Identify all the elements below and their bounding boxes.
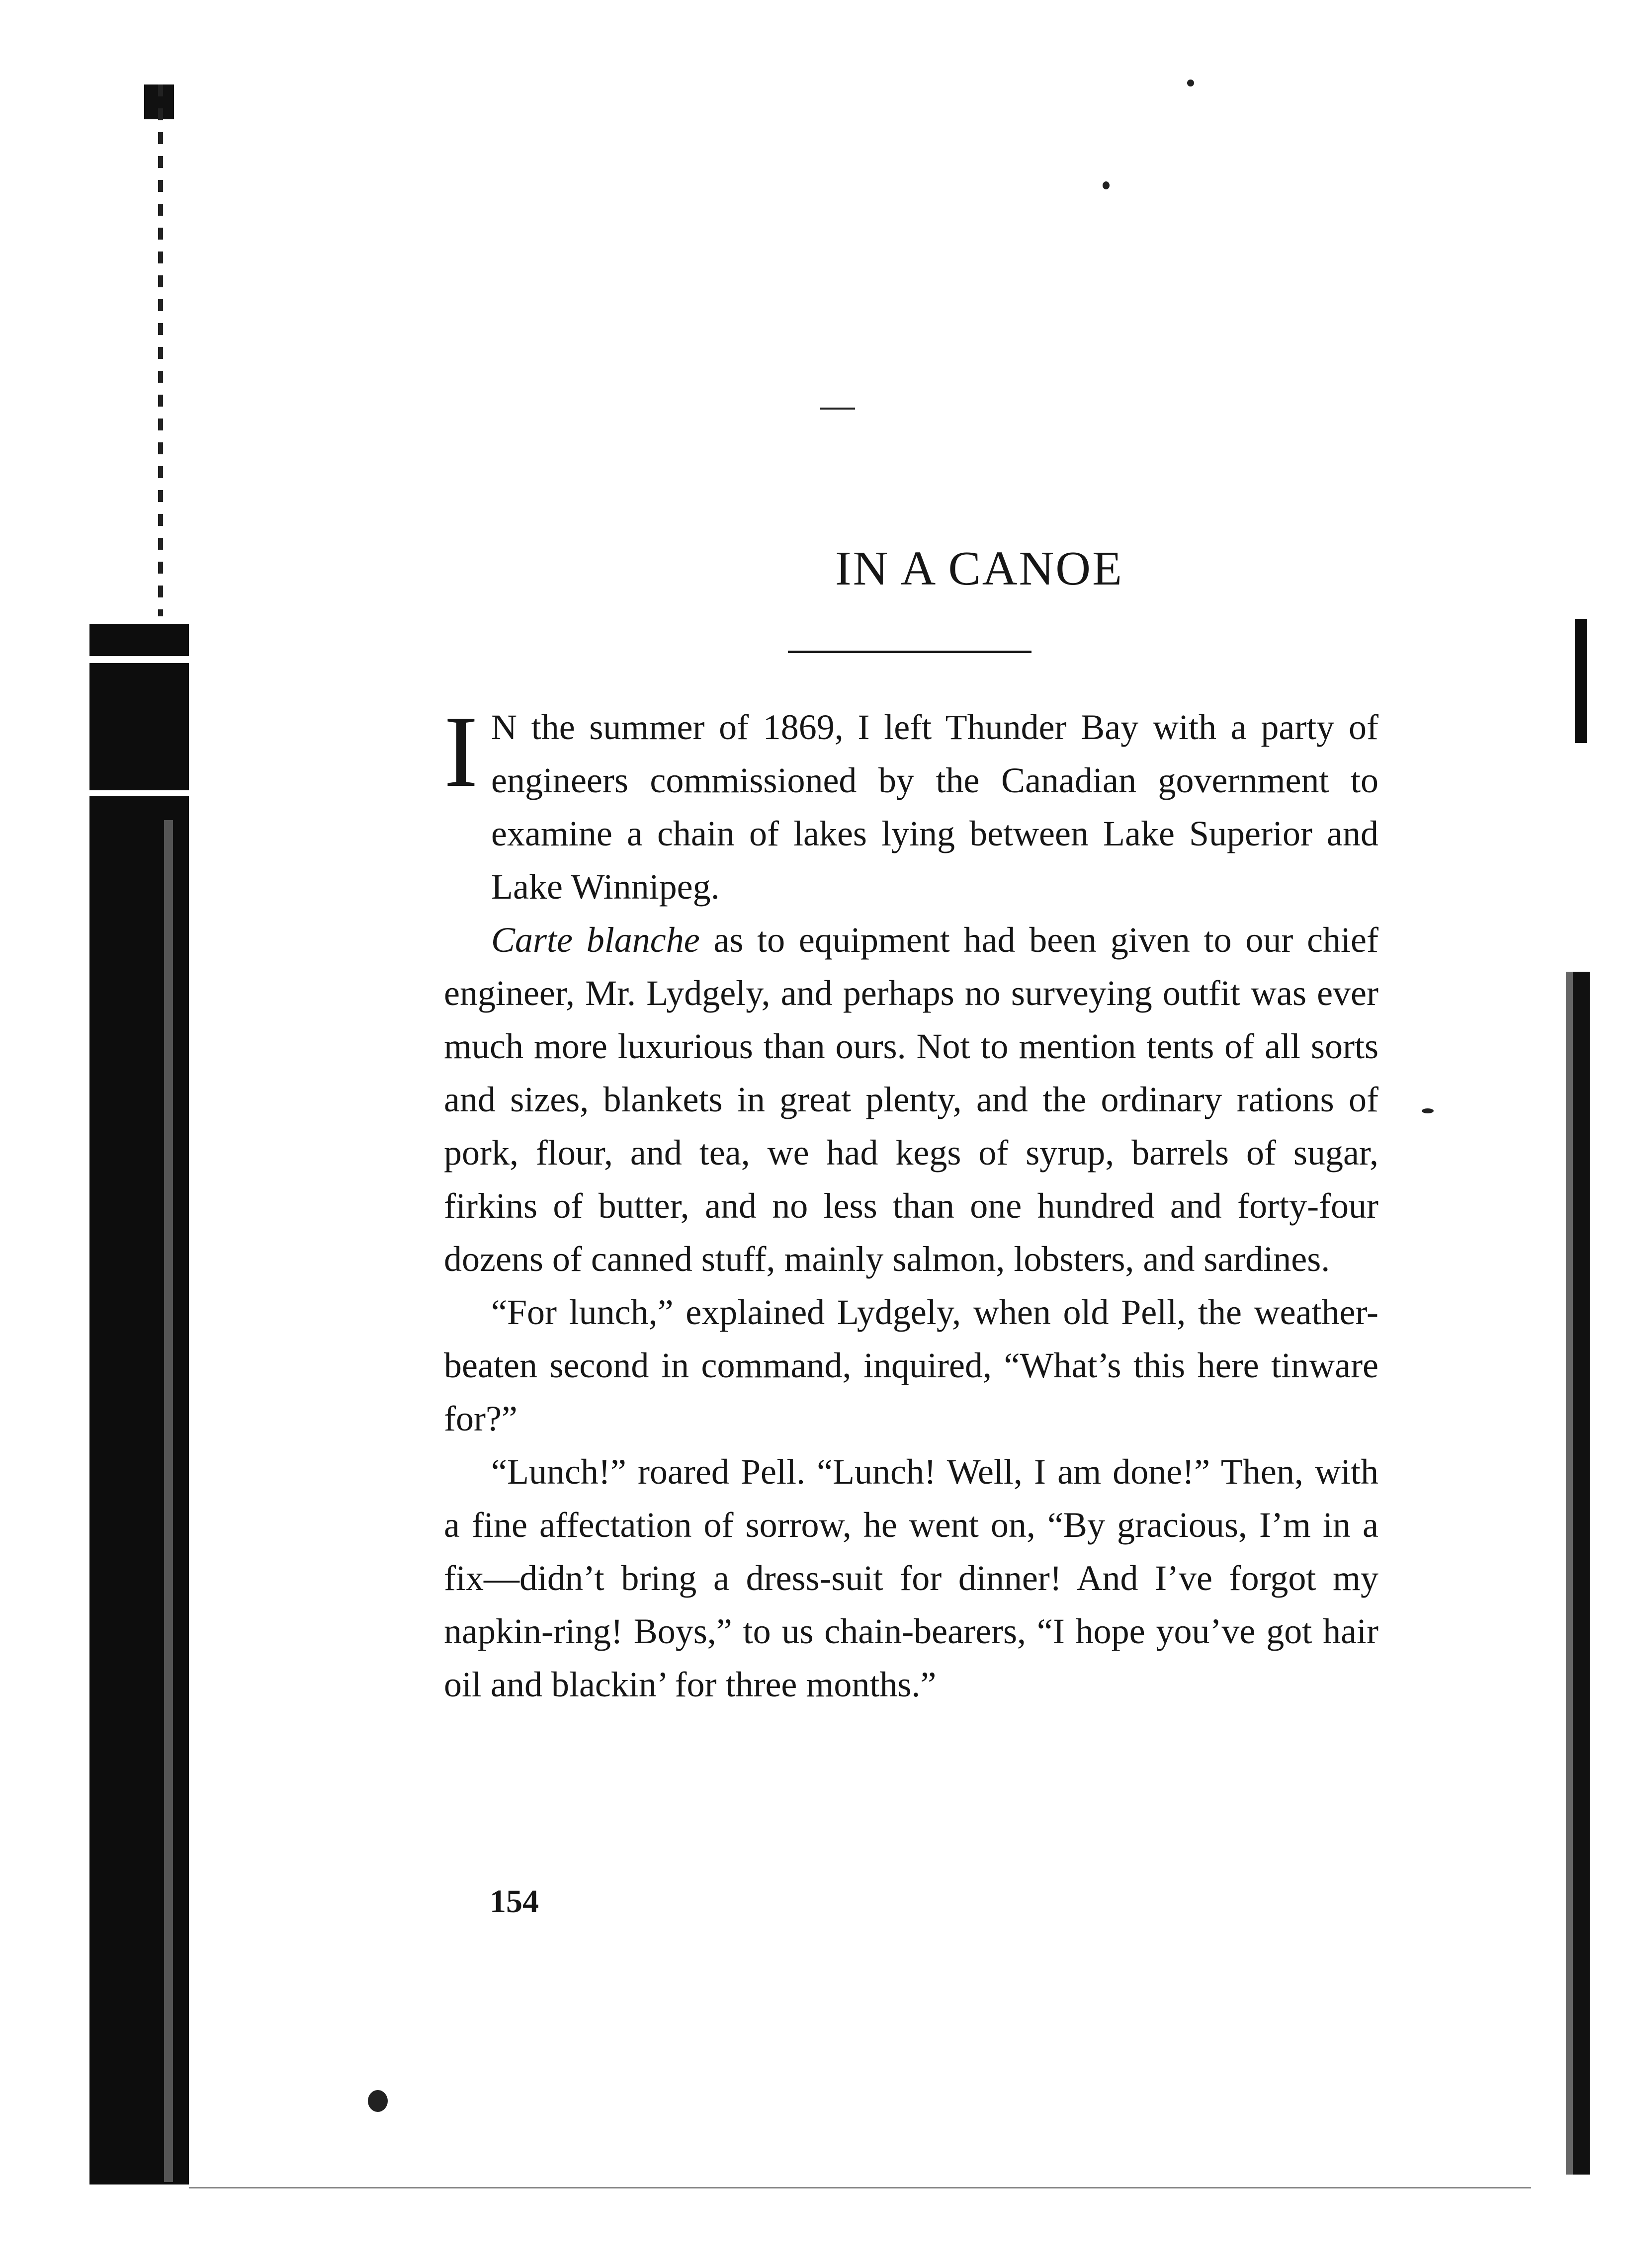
page-bottom-edge <box>189 2187 1531 2188</box>
ink-speck <box>1103 181 1110 189</box>
paragraph-2-text: as to equipment had been given to our chief engineer, Mr. Lydgely, and perhaps no surveying outfit was ever much more luxurious than ours. Not to mention tents of all sorts and sizes, blankets in great plenty, and the ordinary rations of pork, flour, and tea, we had kegs of syrup, barrels of sugar, firkins of butter, and no less than one hundred and forty-four dozens of canned stuff, mainly salmon, lobsters, and sardines. <box>444 920 1378 1279</box>
ink-speck <box>1187 80 1194 86</box>
paragraph-4: “Lunch!” roared Pell. “Lunch! Well, I am done!” Then, with a fine affectation of sorrow, he went on, “By gracious, I’m in a fix—didn’t bring a dress-suit for dinner! And I’ve forgot my napkin-ring! Boys,” to us chain-bearers, “I hope you’ve got hair oil and blackin’ for three months.” <box>444 1452 1378 1704</box>
ink-speck <box>368 2090 388 2112</box>
chapter-body <box>444 694 1378 1711</box>
chapter-title: IN A CANOE <box>835 542 1123 595</box>
paragraph-3: “For lunch,” explained Lydgely, when old Pell, the weather-beaten second in command, inquired, “What’s this here tinware for?” <box>444 1292 1378 1438</box>
page-number: 154 <box>490 1883 539 1920</box>
scan-edge-artifact <box>1566 972 1573 2175</box>
scan-edge-artifact <box>158 84 163 616</box>
scan-edge-artifact <box>164 820 173 2182</box>
title-divider <box>788 651 1031 653</box>
scan-edge-gap <box>89 790 189 796</box>
italic-phrase: Carte blanche <box>491 920 700 960</box>
scan-edge-artifact <box>1575 619 1587 743</box>
scan-edge-artifact <box>89 624 189 2184</box>
ink-speck <box>1422 1108 1434 1113</box>
paragraph-1 <box>444 694 1378 914</box>
ink-speck <box>820 408 855 410</box>
scan-edge-gap <box>89 656 189 663</box>
paragraph-1-text: N the summer of 1869, I left Thunder Bay with a party of engineers commissioned by the Canadian government to examine a chain of lakes lying between Lake Superior and Lake Winnipeg. <box>491 707 1378 907</box>
paragraph-2 <box>444 914 1378 1286</box>
drop-cap: I <box>444 694 478 808</box>
